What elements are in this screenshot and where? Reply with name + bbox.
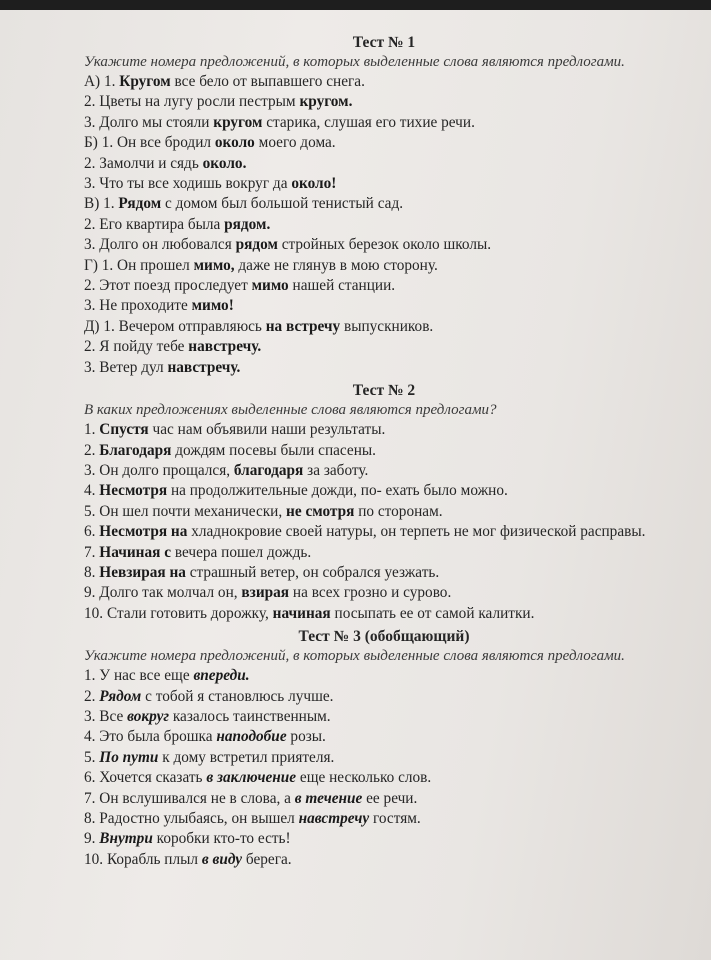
test-item <box>84 727 684 747</box>
item-text: дождям посевы были спасены. <box>171 441 376 459</box>
highlighted-word: в течение <box>294 789 363 807</box>
test-item <box>84 768 684 788</box>
test-item <box>84 174 684 194</box>
test-title: Тест № 3 (обобщающий) <box>298 628 470 646</box>
item-text: даже не глянув в мою сторону. <box>234 256 438 274</box>
item-text: 1. У нас все еще <box>84 667 194 685</box>
item-text: выпускников. <box>340 317 434 335</box>
highlighted-word: навстречу <box>298 810 370 827</box>
item-text: вечера пошел дождь. <box>171 543 312 561</box>
item-text: нашей станции. <box>288 277 396 295</box>
item-text: с тобой я становлюсь лучше. <box>141 687 334 705</box>
highlighted-word: впереди. <box>193 667 250 685</box>
item-text: 9. Долго так молчал он, <box>84 584 242 602</box>
item-text: 1. <box>84 421 100 439</box>
item-text: 7. Он вслушивался не в слова, а <box>84 789 295 807</box>
item-text: 4. <box>84 482 100 500</box>
test-item <box>84 522 684 542</box>
test-item <box>84 133 684 153</box>
highlighted-word: По пути <box>99 748 159 766</box>
test-item <box>84 809 684 829</box>
highlighted-word: Благодаря <box>99 441 172 459</box>
test-item <box>84 461 684 481</box>
highlighted-word: не смотря <box>286 502 355 520</box>
highlighted-word: начиная <box>272 604 331 622</box>
item-text: Б) 1. Он все бродил <box>84 134 215 152</box>
item-text: все бело от выпавшего снега. <box>170 73 365 90</box>
item-text: Г) 1. Он прошел <box>84 256 194 274</box>
item-text: гостям. <box>369 810 421 827</box>
item-text: 2. Замолчи и сядь <box>84 154 203 172</box>
test-item <box>84 829 684 849</box>
highlighted-word: в заключение <box>206 769 297 787</box>
item-text: казалось таинственным. <box>169 707 331 725</box>
highlighted-word: благодаря <box>233 461 304 479</box>
item-text: на всех грозно и сурово. <box>289 584 452 602</box>
item-text: 3. Долго мы стояли <box>84 113 214 131</box>
document-body <box>84 30 684 870</box>
highlighted-word: мимо <box>251 277 289 295</box>
item-text: Д) 1. Вечером отправляюсь <box>84 317 266 335</box>
item-text: берега. <box>242 850 292 868</box>
item-text: 9. <box>84 830 100 848</box>
highlighted-word: около! <box>291 175 337 193</box>
highlighted-word: Рядом <box>99 687 142 705</box>
test-item <box>84 687 684 707</box>
item-text: 2. Этот поезд проследует <box>84 277 252 295</box>
item-text: 7. <box>84 543 100 561</box>
test-item <box>84 317 684 337</box>
highlighted-word: Несмотря на <box>99 523 188 541</box>
paper-sheet <box>0 10 711 960</box>
test-instruction: Укажите номера предложений, в которых выделенные слова являются предлогами. <box>84 54 625 70</box>
highlighted-word: мимо, <box>193 256 235 274</box>
highlighted-word: около <box>214 134 255 152</box>
highlighted-word: Внутри <box>99 830 153 848</box>
highlighted-word: рядом. <box>224 215 271 233</box>
test-instruction: В каких предложениях выделенные слова являются предлогами? <box>84 402 497 419</box>
item-text: 3. Что ты все ходишь вокруг да <box>84 175 292 193</box>
test-item <box>84 563 684 583</box>
item-text: 2. <box>84 687 100 705</box>
item-text: по сторонам. <box>354 502 443 520</box>
highlighted-word: в виду <box>201 850 243 868</box>
highlighted-word: навстречу. <box>188 338 262 356</box>
item-text: 6. <box>84 523 100 541</box>
test-item <box>84 276 684 296</box>
test-item <box>84 502 684 522</box>
item-text: 4. Это была брошка <box>84 728 217 746</box>
item-text: 3. Долго он любовался <box>84 236 236 254</box>
item-text: розы. <box>286 728 326 746</box>
test-section <box>84 32 684 378</box>
item-text: 3. Не проходите <box>84 297 192 315</box>
item-text: за заботу. <box>303 461 369 479</box>
item-text: 3. Все <box>84 707 128 725</box>
highlighted-word: Рядом <box>118 195 162 213</box>
item-text: 5. <box>84 748 100 766</box>
test-item <box>84 215 684 235</box>
test-item <box>84 337 684 357</box>
item-text: час нам объявили наши результаты. <box>148 421 386 439</box>
test-item <box>84 481 684 501</box>
test-item <box>84 583 684 603</box>
highlighted-word: наподобие <box>216 728 287 746</box>
test-item <box>84 420 684 440</box>
item-text: старика, слушая его тихие речи. <box>262 113 475 131</box>
test-title: Тест № 1 <box>352 34 416 51</box>
highlighted-word: Невзирая на <box>99 563 186 581</box>
item-text: стройных березок около школы. <box>277 236 492 254</box>
test-item <box>84 154 684 174</box>
test-section <box>84 380 684 624</box>
highlighted-word: Начиная с <box>99 543 172 561</box>
highlighted-word: навстречу. <box>167 358 241 376</box>
highlighted-word: Спустя <box>99 421 149 439</box>
highlighted-word: на встречу <box>265 317 341 335</box>
highlighted-word: Несмотря <box>99 482 168 500</box>
item-text: на продолжительные дожди, по- ехать было можно. <box>167 482 508 500</box>
item-text: к дому встретил приятеля. <box>158 748 335 766</box>
highlighted-word: взирая <box>241 584 290 602</box>
highlighted-word: вокруг <box>127 707 170 725</box>
test-item <box>84 296 684 316</box>
test-item <box>84 666 684 686</box>
item-text: ее речи. <box>362 789 418 807</box>
highlighted-word: Кругом <box>119 73 171 90</box>
item-text: страшный ветер, он собрался уезжать. <box>185 563 440 581</box>
item-text: с домом был большой тенистый сад. <box>161 195 404 213</box>
test-item <box>84 604 684 624</box>
item-text: 2. <box>84 441 100 459</box>
highlighted-word: около. <box>202 154 247 172</box>
item-text: 10. Корабль плыл <box>84 850 202 868</box>
highlighted-word: кругом <box>213 113 263 131</box>
item-text: 2. Его квартира была <box>84 215 225 233</box>
highlighted-word: кругом. <box>299 93 353 111</box>
item-text: 10. Стали готовить дорожку, <box>84 604 273 622</box>
test-item <box>84 441 684 461</box>
item-text: 6. Хочется сказать <box>84 769 207 787</box>
item-text: 8. <box>84 563 100 581</box>
item-text: В) 1. <box>84 195 119 213</box>
test-item <box>84 194 684 214</box>
test-item <box>84 358 684 378</box>
test-item <box>84 92 684 112</box>
test-item <box>84 850 684 870</box>
item-text: 5. Он шел почти механически, <box>84 502 287 520</box>
item-text: моего дома. <box>254 134 336 152</box>
item-text: 2. Я пойду тебе <box>84 338 189 356</box>
item-text: еще несколько слов. <box>296 769 432 787</box>
item-text: А) 1. <box>84 73 120 90</box>
test-item <box>84 789 684 809</box>
item-text: 3. Он долго прощался, <box>84 461 234 479</box>
test-item <box>84 748 684 768</box>
test-section <box>84 626 684 870</box>
test-item <box>84 707 684 727</box>
test-item <box>84 543 684 563</box>
highlighted-word: рядом <box>235 236 278 254</box>
test-item <box>84 256 684 276</box>
item-text: 3. Ветер дул <box>84 358 168 376</box>
item-text: хладнокровие своей натуры, он терпеть не мог физической расправы. <box>187 523 646 541</box>
highlighted-word: мимо! <box>191 297 234 315</box>
item-text: 2. Цветы на лугу росли пестрым <box>84 93 300 111</box>
item-text: коробки кто-то есть! <box>152 830 291 848</box>
item-text: посыпать ее от самой калитки. <box>330 604 535 622</box>
test-instruction: Укажите номера предложений, в которых выделенные слова являются предлогами. <box>84 648 625 665</box>
test-item <box>84 72 684 92</box>
test-item <box>84 235 684 255</box>
test-title: Тест № 2 <box>352 382 416 400</box>
item-text: 8. Радостно улыбаясь, он вышел <box>84 810 299 827</box>
test-item <box>84 113 684 133</box>
